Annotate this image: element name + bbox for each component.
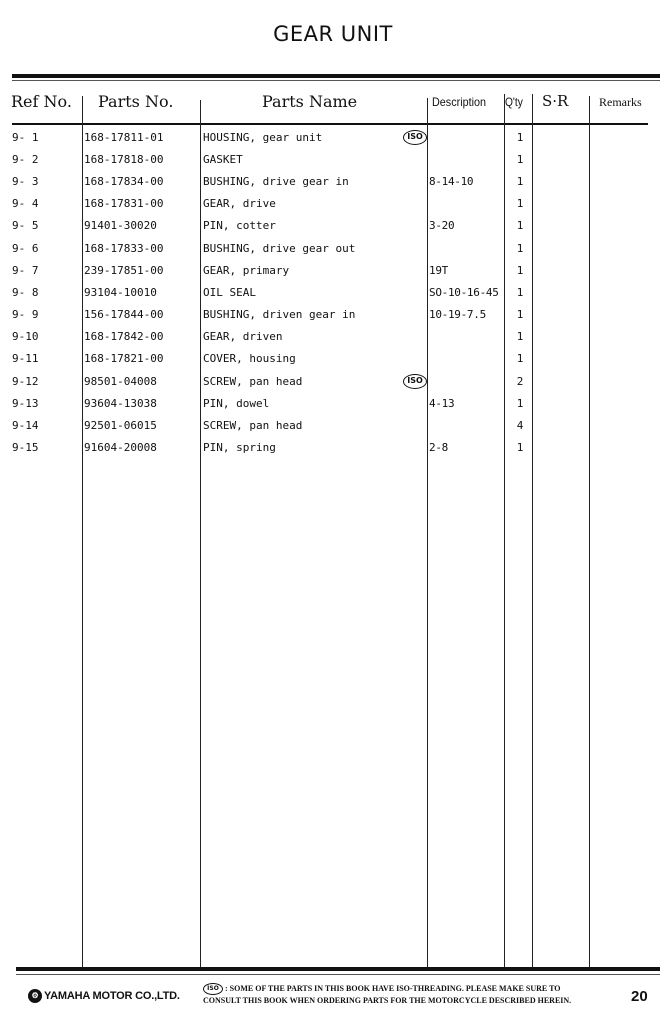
parts-name-cell: GEAR, drive xyxy=(203,197,276,211)
sr-cell xyxy=(534,370,590,392)
parts-no-cell: 168-17818-00 xyxy=(84,152,164,166)
header-qty: Q'ty xyxy=(505,95,523,109)
ref-no-cell: 9- 3 xyxy=(12,174,39,188)
qty-cell: 1 xyxy=(516,352,524,366)
description-cell: 8-14-10 xyxy=(429,174,474,188)
parts-name-cell: PIN, dowel xyxy=(203,396,270,410)
description-cell xyxy=(429,193,506,215)
remarks-cell xyxy=(590,392,648,414)
remarks-cell xyxy=(590,437,648,459)
remarks-cell xyxy=(590,348,648,370)
sr-cell xyxy=(534,237,590,259)
table-row xyxy=(12,281,648,303)
table-row xyxy=(12,193,648,215)
page-number: 20 xyxy=(631,988,648,1005)
qty-cell: 1 xyxy=(516,285,524,299)
remarks-cell xyxy=(590,414,648,436)
footnote-line-1: : SOME OF THE PARTS IN THIS BOOK HAVE ISO-THREADING. PLEASE MAKE SURE TO xyxy=(225,984,561,993)
ref-no-cell: 9- 1 xyxy=(12,130,39,144)
parts-no-cell: 98501-04008 xyxy=(84,374,157,388)
sr-cell xyxy=(534,170,590,192)
company-logo xyxy=(28,989,180,1003)
parts-no-cell: 168-17831-00 xyxy=(84,197,164,211)
description-cell xyxy=(429,237,506,259)
table-row xyxy=(12,437,648,459)
description-cell xyxy=(429,148,506,170)
ref-no-cell: 9-13 xyxy=(12,396,39,410)
footnote-line-2: CONSULT THIS BOOK WHEN ORDERING PARTS FOR THE MOTORCYCLE DESCRIBED HEREIN. xyxy=(203,996,572,1006)
qty-cell: 1 xyxy=(516,130,524,144)
table-row xyxy=(12,370,648,392)
sr-cell xyxy=(534,304,590,326)
parts-no-cell: 168-17833-00 xyxy=(84,241,164,255)
qty-cell: 1 xyxy=(516,174,524,188)
header-rule xyxy=(12,123,648,125)
bottom-rule-thin xyxy=(16,974,660,975)
remarks-cell xyxy=(590,370,648,392)
qty-cell: 1 xyxy=(516,308,524,322)
ref-no-cell: 9- 9 xyxy=(12,308,39,322)
iso-icon: ISO xyxy=(403,130,427,145)
description-cell: 10-19-7.5 xyxy=(429,308,486,322)
parts-name-cell: SCREW, pan head xyxy=(203,419,303,433)
remarks-cell xyxy=(590,326,648,348)
sr-cell xyxy=(534,392,590,414)
parts-name-cell: BUSHING, drive gear out xyxy=(203,241,356,255)
ref-no-cell: 9- 2 xyxy=(12,152,39,166)
parts-name-cell: BUSHING, driven gear in xyxy=(203,308,356,322)
parts-no-cell: 239-17851-00 xyxy=(84,263,164,277)
parts-name-cell: GEAR, primary xyxy=(203,263,290,277)
description-cell xyxy=(429,348,506,370)
header-parts-no: Parts No. xyxy=(98,92,174,111)
parts-name-cell: BUSHING, drive gear in xyxy=(203,174,349,188)
parts-no-cell: 92501-06015 xyxy=(84,419,157,433)
page-title: GEAR UNIT xyxy=(273,22,393,46)
description-cell xyxy=(429,326,506,348)
description-cell: 2-8 xyxy=(429,441,448,455)
ref-no-cell: 9-12 xyxy=(12,374,39,388)
remarks-cell xyxy=(590,193,648,215)
sr-cell xyxy=(534,326,590,348)
header-description: Description xyxy=(432,95,487,109)
top-rule xyxy=(12,74,660,78)
ref-no-cell: 9-14 xyxy=(12,419,39,433)
parts-no-cell: 168-17842-00 xyxy=(84,330,164,344)
header-ref-no: Ref No. xyxy=(11,92,72,111)
sr-cell xyxy=(534,193,590,215)
ref-no-cell: 9- 6 xyxy=(12,241,39,255)
parts-no-cell: 93604-13038 xyxy=(84,396,157,410)
ref-no-cell: 9- 8 xyxy=(12,285,39,299)
parts-name-cell: OIL SEAL xyxy=(203,285,256,299)
header-remarks: Remarks xyxy=(599,95,642,109)
table-row xyxy=(12,348,648,370)
qty-cell: 1 xyxy=(516,241,524,255)
ref-no-cell: 9- 7 xyxy=(12,263,39,277)
top-rule-thin xyxy=(12,80,660,81)
parts-table xyxy=(12,126,648,459)
qty-cell: 4 xyxy=(516,419,524,433)
parts-no-cell: 168-17834-00 xyxy=(84,174,164,188)
table-row xyxy=(12,326,648,348)
parts-no-cell: 91604-20008 xyxy=(84,441,157,455)
qty-cell: 1 xyxy=(516,263,524,277)
parts-no-cell: 156-17844-00 xyxy=(84,308,164,322)
sr-cell xyxy=(534,437,590,459)
parts-name-cell: SCREW, pan head ISO xyxy=(203,370,429,392)
parts-name-cell: HOUSING, gear unit ISO xyxy=(203,126,429,148)
table-row xyxy=(12,170,648,192)
parts-name-cell: COVER, housing xyxy=(203,352,296,366)
ref-no-cell: 9-15 xyxy=(12,441,39,455)
description-cell: 19T xyxy=(429,263,448,277)
parts-no-cell: 168-17821-00 xyxy=(84,352,164,366)
table-row xyxy=(12,259,648,281)
sr-cell xyxy=(534,215,590,237)
remarks-cell xyxy=(590,126,648,148)
parts-no-cell: 93104-10010 xyxy=(84,285,157,299)
description-cell xyxy=(429,370,506,392)
table-row xyxy=(12,215,648,237)
iso-footnote xyxy=(203,983,571,1007)
parts-name-cell: GEAR, driven xyxy=(203,330,283,344)
qty-cell: 1 xyxy=(516,197,524,211)
qty-cell: 1 xyxy=(516,441,524,455)
sr-cell xyxy=(534,414,590,436)
ref-no-cell: 9-10 xyxy=(12,330,39,344)
iso-icon: ISO xyxy=(403,374,427,389)
qty-cell: 1 xyxy=(516,330,524,344)
ref-no-cell: 9-11 xyxy=(12,352,39,366)
remarks-cell xyxy=(590,259,648,281)
description-cell: 3-20 xyxy=(429,219,455,233)
parts-name-cell: PIN, spring xyxy=(203,441,276,455)
yamaha-emblem-icon: ⚙ xyxy=(28,989,42,1003)
table-row xyxy=(12,304,648,326)
description-cell: 4-13 xyxy=(429,396,455,410)
parts-name-cell: PIN, cotter xyxy=(203,219,276,233)
parts-name-cell: GASKET xyxy=(203,152,243,166)
sr-cell xyxy=(534,348,590,370)
table-row xyxy=(12,414,648,436)
qty-cell: 2 xyxy=(516,374,524,388)
header-sr: S·R xyxy=(542,92,569,110)
table-row xyxy=(12,148,648,170)
description-cell: SO-10-16-45 xyxy=(429,285,499,299)
qty-cell: 1 xyxy=(516,396,524,410)
sr-cell xyxy=(534,148,590,170)
remarks-cell xyxy=(590,237,648,259)
qty-cell: 1 xyxy=(516,219,524,233)
company-name: YAMAHA MOTOR CO.,LTD. xyxy=(44,990,180,1002)
remarks-cell xyxy=(590,215,648,237)
qty-cell: 1 xyxy=(516,152,524,166)
parts-no-cell: 91401-30020 xyxy=(84,219,157,233)
remarks-cell xyxy=(590,170,648,192)
remarks-cell xyxy=(590,148,648,170)
remarks-cell xyxy=(590,304,648,326)
table-row xyxy=(12,392,648,414)
parts-no-cell: 168-17811-01 xyxy=(84,130,164,144)
table-row xyxy=(12,126,648,148)
description-cell xyxy=(429,126,506,148)
iso-icon: ISO xyxy=(203,983,223,995)
sr-cell xyxy=(534,126,590,148)
remarks-cell xyxy=(590,281,648,303)
bottom-rule xyxy=(16,967,660,971)
ref-no-cell: 9- 5 xyxy=(12,219,39,233)
sr-cell xyxy=(534,259,590,281)
description-cell xyxy=(429,414,506,436)
ref-no-cell: 9- 4 xyxy=(12,197,39,211)
sr-cell xyxy=(534,281,590,303)
table-row xyxy=(12,237,648,259)
header-parts-name: Parts Name xyxy=(262,92,358,111)
